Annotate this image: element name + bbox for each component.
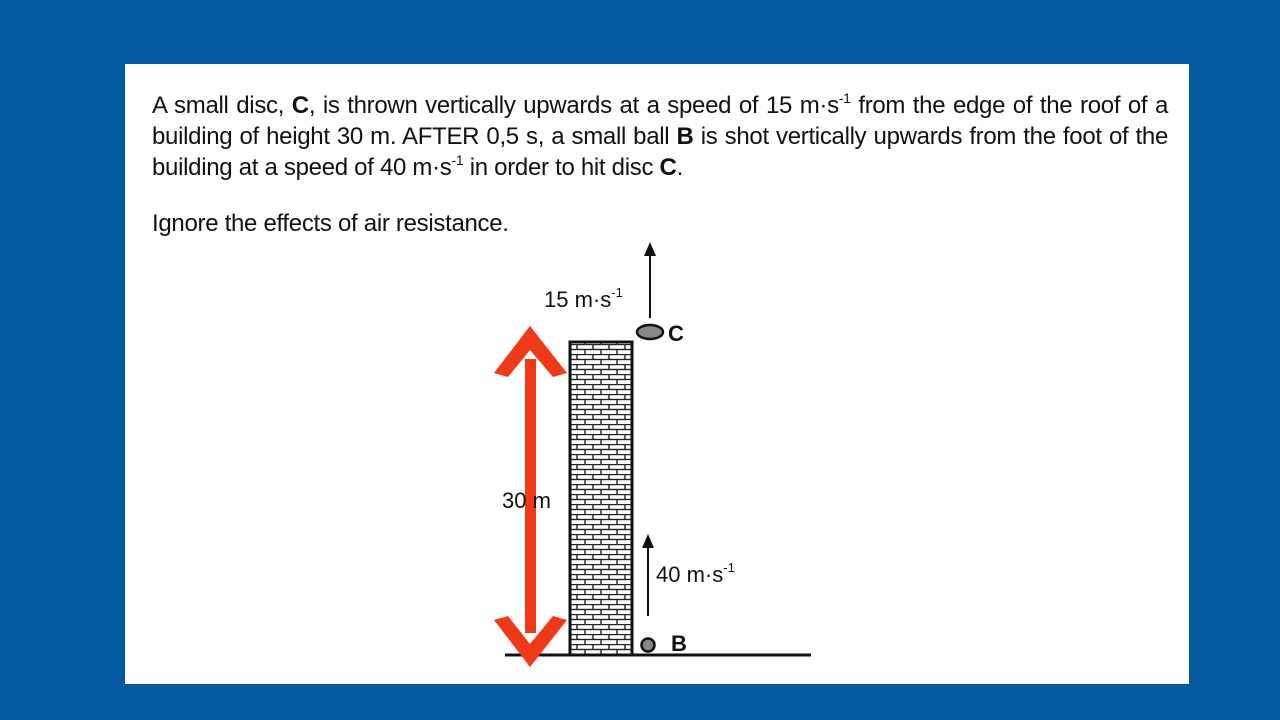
- disc-letter-2: C: [659, 154, 677, 181]
- ball-b: [642, 639, 655, 652]
- problem-statement: A small disc, C, is thrown vertically upwards at a speed of 15 $m\cdot s^{-1}$ from the edge of the roof of a building of height 30 m. AFTER 0,5 s, a small ball B is shot vertically upwards from the foot of the building at a speed of 40 $m\cdot s^{-1}$ in order to hit disc C.: [152, 90, 1168, 181]
- disc-speed-label: 15 $m\cdot s^{-1}$: [544, 285, 623, 312]
- ball-letter: B: [676, 123, 694, 150]
- disc-c: [637, 325, 663, 339]
- slide-panel: [125, 64, 1189, 684]
- ball-b-label: B: [671, 631, 687, 656]
- height-label: 30 m: [502, 488, 551, 513]
- ball-velocity-arrow: [642, 534, 654, 616]
- disc-c-label: C: [668, 321, 684, 346]
- ball-speed-label: 40 $m\cdot s^{-1}$: [656, 560, 735, 587]
- disc-letter: C: [291, 92, 309, 119]
- disc-velocity-arrow: [644, 242, 656, 318]
- air-resistance-note: Ignore the effects of air resistance.: [152, 210, 509, 237]
- building-diagram: [125, 64, 1189, 684]
- building: [570, 342, 632, 655]
